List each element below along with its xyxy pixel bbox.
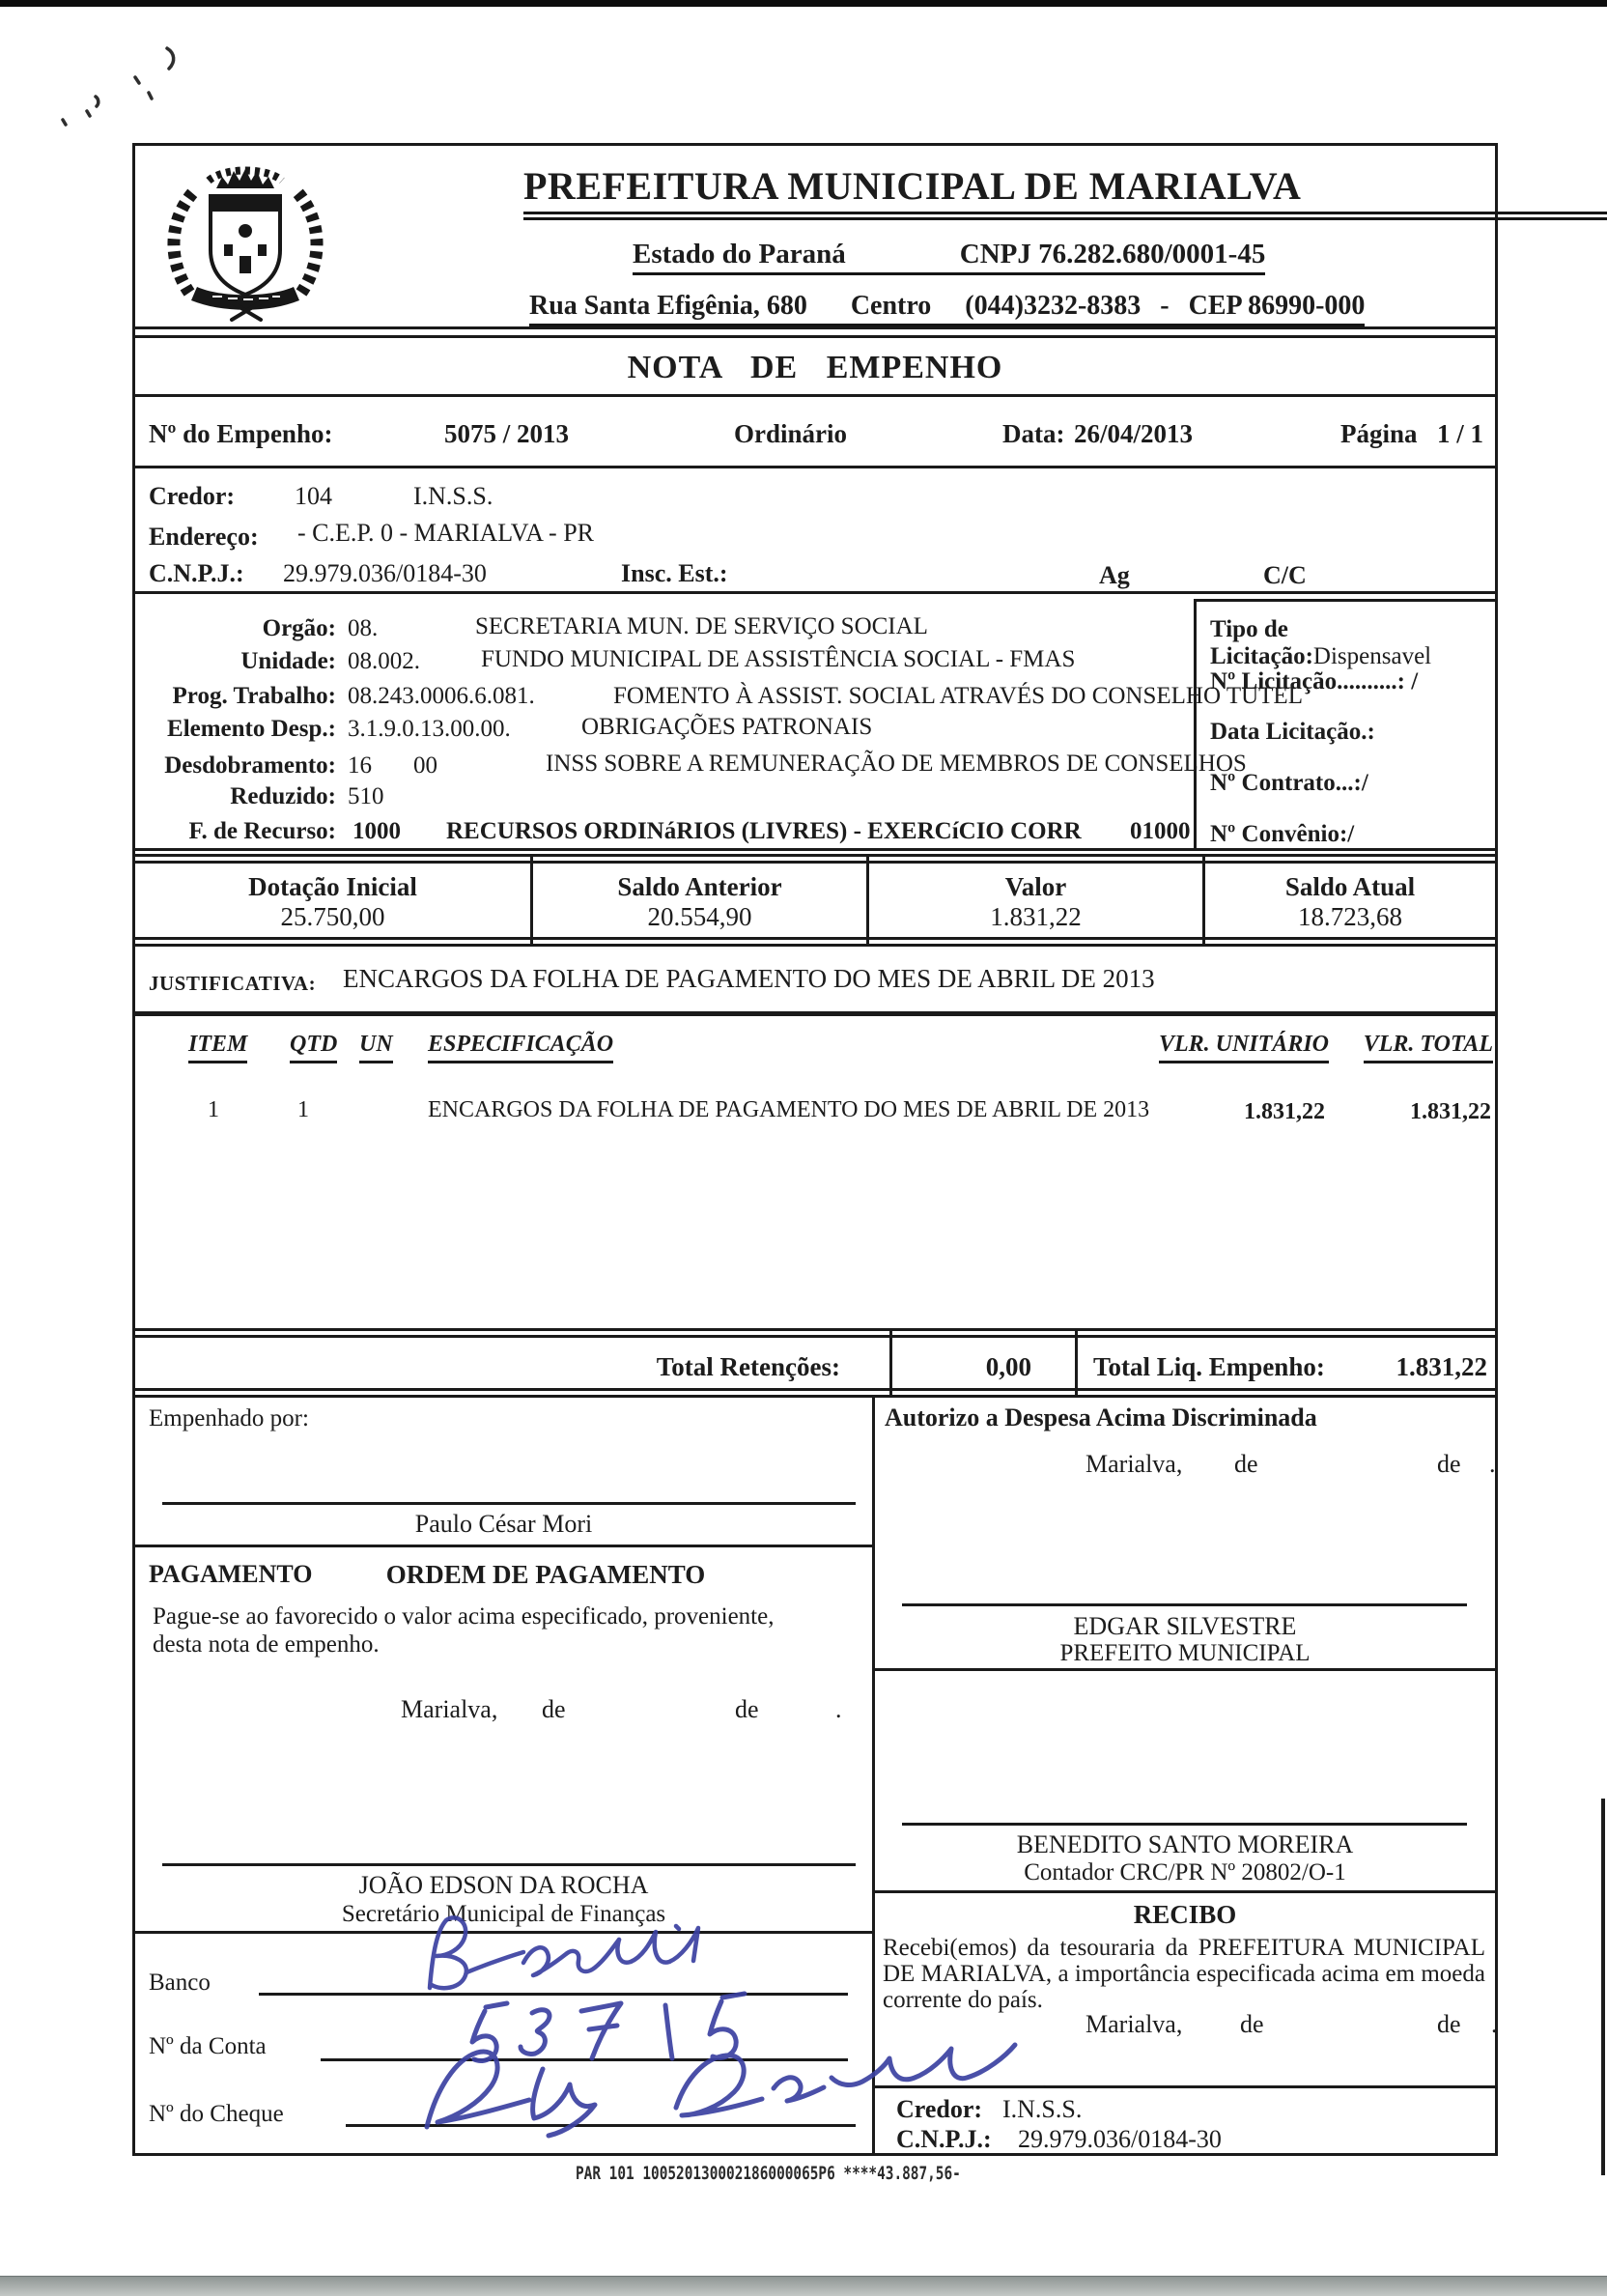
total-retencoes-value: 0,00 bbox=[985, 1352, 1031, 1381]
saldo-atual-label: Saldo Atual bbox=[1284, 872, 1416, 901]
signatures-section bbox=[135, 1398, 1498, 2156]
header-cep: CEP 86990-000 bbox=[1188, 291, 1366, 321]
empenho-row bbox=[135, 400, 1495, 468]
district: Centro bbox=[850, 291, 932, 321]
total-liq-empenho-label: Total Liq. Empenho: bbox=[1093, 1352, 1325, 1381]
justificativa-text: ENCARGOS DA FOLHA DE PAGAMENTO DO MES DE ABRIL DE 2013 bbox=[343, 964, 1155, 993]
finance-secretary-name: JOÃO EDSON DA ROCHA bbox=[358, 1871, 649, 1899]
justificativa-row bbox=[135, 947, 1495, 1011]
desdobramento-label: Desdobramento: bbox=[164, 752, 336, 779]
mayor-name: EDGAR SILVESTRE bbox=[1073, 1612, 1297, 1640]
conta-label: Nº da Conta bbox=[149, 2033, 267, 2059]
divider bbox=[1075, 1331, 1078, 1395]
recibo-cnpj-value: 29.979.036/0184-30 bbox=[1018, 2125, 1222, 2153]
recibo-credor-label: Credor: bbox=[896, 2095, 983, 2123]
signature-line bbox=[902, 1603, 1467, 1606]
item-qtd: 1 bbox=[297, 1097, 309, 1122]
desdobramento-code2: 00 bbox=[413, 752, 437, 779]
period-mark: . bbox=[1489, 1450, 1496, 1478]
empenho-number-value: 5075 / 2013 bbox=[444, 419, 570, 448]
item-vlr-total: 1.831,22 bbox=[1410, 1099, 1491, 1124]
fonte-recurso-extra: 01000 bbox=[1130, 818, 1191, 844]
de-word: de bbox=[1234, 1450, 1258, 1478]
col-un-header: UN bbox=[359, 1032, 393, 1063]
doc-title: NOTA DE EMPENHO bbox=[627, 350, 1003, 385]
cheque-fill-line bbox=[346, 2124, 856, 2127]
page-number: 1 / 1 bbox=[1437, 419, 1484, 448]
total-liq-empenho-value: 1.831,22 bbox=[1396, 1352, 1487, 1381]
prog-trabalho-label: Prog. Trabalho: bbox=[172, 683, 336, 709]
dot-matrix-print: PAR 101 100520130002186000065P6 ****43.887,56- bbox=[576, 2162, 961, 2184]
tipo-licitacao-value: Dispensavel bbox=[1312, 643, 1432, 669]
recibo-cnpj-label: C.N.P.J.: bbox=[896, 2125, 992, 2153]
address-dash: - bbox=[1160, 291, 1170, 321]
de-word: de bbox=[1437, 1450, 1461, 1478]
dotacao-inicial-value: 25.750,00 bbox=[280, 902, 385, 931]
divider bbox=[872, 1668, 1498, 1671]
banco-fill-line bbox=[259, 1993, 848, 1996]
prog-trabalho-code: 08.243.0006.6.081. bbox=[348, 683, 535, 709]
saldo-atual-cell bbox=[1205, 857, 1495, 944]
municipality-title bbox=[523, 163, 1607, 214]
prog-trabalho-desc: FOMENTO À ASSIST. SOCIAL ATRAVÉS DO CONSELHO TUTEL bbox=[613, 683, 1303, 709]
desdobramento-code: 16 bbox=[348, 752, 372, 779]
elemento-desp-desc: OBRIGAÇÕES PATRONAIS bbox=[581, 714, 873, 740]
accountant-role: Contador CRC/PR Nº 20802/O-1 bbox=[1024, 1859, 1346, 1885]
street-address: Rua Santa Efigênia, 680 bbox=[529, 291, 807, 321]
signature-line bbox=[162, 1863, 856, 1866]
right-column bbox=[875, 1398, 1498, 2156]
divider bbox=[135, 1931, 872, 1934]
dotacao-inicial-cell bbox=[135, 857, 530, 944]
credor-code: 104 bbox=[295, 482, 332, 510]
cc-label: C/C bbox=[1263, 561, 1307, 589]
col-vlr-unitario-header: VLR. UNITÁRIO bbox=[1159, 1032, 1329, 1063]
endereco-label: Endereço: bbox=[149, 523, 259, 551]
credor-label: Credor: bbox=[149, 482, 236, 510]
credor-cnpj-label: C.N.P.J.: bbox=[149, 559, 244, 587]
address-line bbox=[529, 291, 1365, 326]
cheque-label: Nº do Cheque bbox=[149, 2101, 284, 2127]
doc-title-bar bbox=[135, 335, 1495, 397]
de-word: de bbox=[735, 1695, 759, 1723]
state-cnpj-line bbox=[633, 239, 1265, 275]
elemento-desp-code: 3.1.9.0.13.00.00. bbox=[348, 716, 511, 742]
saldo-atual-value: 18.723,68 bbox=[1298, 902, 1402, 931]
pagamento-label: PAGAMENTO bbox=[149, 1560, 313, 1588]
saldo-anterior-label: Saldo Anterior bbox=[617, 872, 782, 901]
divider bbox=[872, 1890, 1498, 1893]
mayor-role: PREFEITO MUNICIPAL bbox=[1059, 1640, 1311, 1666]
orgao-label: Orgão: bbox=[262, 615, 336, 641]
empenho-number-label: Nº do Empenho: bbox=[149, 419, 333, 448]
recibo-text: Recebi(emos) da tesouraria da PREFEITURA MUNICIPAL DE MARIALVA, a importância especificada acima em moeda corrente do país. bbox=[883, 1935, 1485, 2013]
total-retencoes-label: Total Retenções: bbox=[656, 1352, 840, 1381]
items-table bbox=[135, 1011, 1495, 1328]
saldo-anterior-cell bbox=[533, 857, 866, 944]
orgao-desc: SECRETARIA MUN. DE SERVIÇO SOCIAL bbox=[475, 613, 928, 639]
ordem-pagamento-text: Pague-se ao favorecido o valor acima especificado, proveniente, desta nota de empenho. bbox=[153, 1603, 775, 1658]
saldo-anterior-value: 20.554,90 bbox=[647, 902, 752, 931]
marialva-coat-of-arms-logo bbox=[153, 156, 338, 322]
city-name: Marialva, bbox=[1085, 2010, 1183, 2038]
valor-value: 1.831,22 bbox=[990, 902, 1082, 931]
data-licitacao: Data Licitação.: bbox=[1210, 719, 1375, 745]
divider bbox=[872, 2085, 1498, 2088]
credor-box bbox=[135, 468, 1495, 594]
orgao-code: 08. bbox=[348, 615, 379, 641]
budget-box bbox=[135, 594, 1495, 851]
col-vlr-total-header: VLR. TOTAL bbox=[1364, 1032, 1493, 1063]
city-name: Marialva, bbox=[401, 1695, 498, 1723]
elemento-desp-label: Elemento Desp.: bbox=[167, 716, 336, 742]
credor-cnpj-value: 29.979.036/0184-30 bbox=[283, 559, 487, 587]
item-number: 1 bbox=[208, 1097, 219, 1122]
scanner-right-edge-mark bbox=[1601, 1799, 1605, 2175]
empenhado-signer-name: Paulo César Mori bbox=[414, 1510, 593, 1538]
valor-label: Valor bbox=[1004, 872, 1067, 901]
header-cnpj: CNPJ 76.282.680/0001-45 bbox=[959, 239, 1266, 269]
col-item-header: ITEM bbox=[188, 1032, 247, 1063]
banco-label: Banco bbox=[149, 1970, 211, 1996]
scanner-bottom-edge bbox=[0, 2276, 1607, 2296]
empenho-date-label: Data: bbox=[1002, 419, 1065, 448]
finance-secretary-role: Secretário Municipal de Finanças bbox=[341, 1901, 666, 1927]
item-especificacao: ENCARGOS DA FOLHA DE PAGAMENTO DO MES DE ABRIL DE 2013 bbox=[428, 1097, 1150, 1122]
dotacao-inicial-label: Dotação Inicial bbox=[248, 872, 417, 901]
de-word: de bbox=[1437, 2010, 1461, 2038]
fonte-recurso-code: 1000 bbox=[352, 818, 401, 844]
empenho-type: Ordinário bbox=[734, 419, 848, 448]
justificativa-label: JUSTIFICATIVA: bbox=[149, 972, 317, 995]
num-licitacao: Nº Licitação..........: / bbox=[1210, 668, 1419, 694]
tipo-licitacao-label: Tipo de Licitação: bbox=[1210, 616, 1313, 669]
accountant-name: BENEDITO SANTO MOREIRA bbox=[1016, 1830, 1354, 1858]
recibo-credor-value: I.N.S.S. bbox=[1002, 2095, 1083, 2123]
insc-est-label: Insc. Est.: bbox=[621, 559, 728, 587]
signature-line bbox=[162, 1502, 856, 1505]
left-column bbox=[135, 1398, 872, 2156]
valor-cell bbox=[869, 857, 1202, 944]
num-convenio: Nº Convênio:/ bbox=[1210, 821, 1355, 847]
licitacao-box bbox=[1194, 599, 1495, 851]
empenho-date-value: 26/04/2013 bbox=[1074, 419, 1194, 448]
de-word: de bbox=[1240, 2010, 1264, 2038]
municipality-title-text: PREFEITURA MUNICIPAL DE MARIALVA bbox=[523, 164, 1302, 208]
ag-label: Ag bbox=[1099, 561, 1130, 589]
page-label: Página bbox=[1340, 419, 1418, 448]
unidade-desc: FUNDO MUNICIPAL DE ASSISTÊNCIA SOCIAL - FMAS bbox=[481, 646, 1076, 672]
item-vlr-unitario: 1.831,22 bbox=[1244, 1099, 1325, 1124]
conta-fill-line bbox=[321, 2058, 848, 2061]
reduzido-code: 510 bbox=[348, 783, 384, 809]
reduzido-label: Reduzido: bbox=[230, 783, 336, 809]
col-qtd-header: QTD bbox=[290, 1032, 337, 1063]
amounts-row bbox=[135, 854, 1495, 947]
desdobramento-desc: INSS SOBRE A REMUNERAÇÃO DE MEMBROS DE CONSELHOS bbox=[546, 751, 1247, 777]
divider bbox=[135, 1335, 1495, 1338]
fonte-recurso-label: F. de Recurso: bbox=[188, 818, 336, 844]
credor-name: I.N.S.S. bbox=[413, 482, 493, 510]
empenhado-por-label: Empenhado por: bbox=[149, 1405, 309, 1431]
phone-number: (044)3232-8383 bbox=[965, 291, 1142, 321]
unidade-code: 08.002. bbox=[348, 648, 420, 674]
totals-row bbox=[135, 1328, 1495, 1398]
de-word: de bbox=[542, 1695, 566, 1723]
header-section bbox=[135, 146, 1495, 329]
state-label: Estado do Paraná bbox=[633, 239, 846, 269]
city-name: Marialva, bbox=[1085, 1450, 1183, 1478]
recibo-title: RECIBO bbox=[1133, 1900, 1237, 1929]
unidade-label: Unidade: bbox=[240, 648, 336, 674]
ordem-pagamento-title: ORDEM DE PAGAMENTO bbox=[385, 1560, 706, 1589]
divider bbox=[135, 1388, 1495, 1391]
autorizo-title: Autorizo a Despesa Acima Discriminada bbox=[885, 1403, 1317, 1431]
period-mark: . bbox=[1491, 2010, 1498, 2038]
document-frame bbox=[132, 143, 1498, 2156]
num-contrato: Nº Contrato...:/ bbox=[1210, 770, 1368, 796]
col-especificacao-header: ESPECIFICAÇÃO bbox=[428, 1032, 613, 1063]
signature-line bbox=[902, 1823, 1467, 1826]
divider bbox=[135, 1545, 872, 1547]
endereco-value: - C.E.P. 0 - MARIALVA - PR bbox=[297, 519, 595, 547]
period-mark: . bbox=[835, 1695, 842, 1723]
fonte-recurso-desc: RECURSOS ORDINáRIOS (LIVRES) - EXERCíCIO CORR bbox=[446, 818, 1082, 844]
divider bbox=[889, 1331, 892, 1395]
